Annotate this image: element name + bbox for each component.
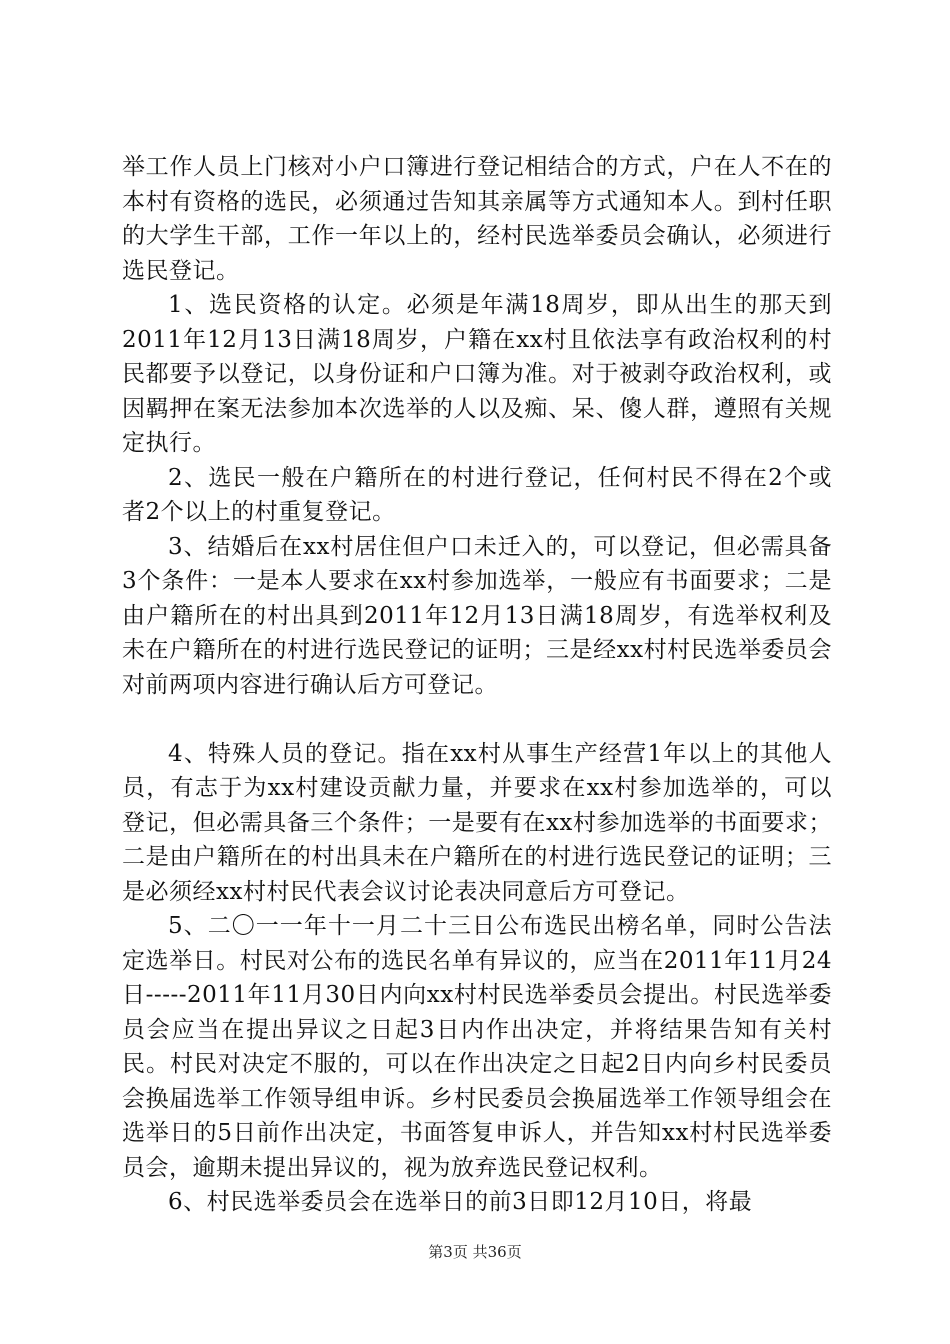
paragraph-item-2: 2、选民一般在户籍所在的村进行登记，任何村民不得在2个或者2个以上的村重复登记。 — [122, 464, 832, 525]
paragraph-item-5: 5、二〇一一年十一月二十三日公布选民出榜名单，同时公告法定选举日。村民对公布的选民名单有异议的，应当在2011年11月24日-----2011年11月30日内向xx村村民选举委员会提出。村民选举委员会应当在提出异议之日起3日内作出决定，并将结果告知有关村民。村民对决定不服的，可以在作出决定之日起2日内向乡村民委员会换届选举工作领导组申诉。乡村民委员会换届选举工作领导组会在选举日的5日前作出决定，书面答复申诉人，并告知xx村村民选举委员会，逾期未提出异议的，视为放弃选民登记权利。 — [122, 913, 832, 1181]
paragraph-item-6: 6、村民选举委员会在选举日的前3日即12月10日，将最 — [168, 1189, 753, 1215]
blank-line — [122, 702, 832, 737]
document-body — [122, 150, 832, 1220]
paragraph-continuation: 举工作人员上门核对小户口簿进行登记相结合的方式，户在人不在的本村有资格的选民，必须通过告知其亲属等方式通知本人。到村任职的大学生干部，工作一年以上的，经村民选举委员会确认，必须进行选民登记。 — [122, 154, 832, 284]
page-footer: 第3页 共36页 — [428, 1243, 522, 1261]
paragraph-item-4: 4、特殊人员的登记。指在xx村从事生产经营1年以上的其他人员，有志于为xx村建设贡献力量，并要求在xx村参加选举的，可以登记，但必需具备三个条件；一是要有在xx村参加选举的书面要求；二是由户籍所在的村出具未在户籍所在的村进行选民登记的证明；三是必须经xx村村民代表会议讨论表决同意后方可登记。 — [122, 740, 832, 905]
paragraph-item-1: 1、选民资格的认定。必须是年满18周岁，即从出生的那天到2011年12月13日满18周岁，户籍在xx村且依法享有政治权利的村民都要予以登记，以身份证和户口簿为准。对于被剥夺政治权利，或因羁押在案无法参加本次选举的人以及痴、呆、傻人群，遵照有关规定执行。 — [122, 292, 832, 456]
paragraph-item-3: 3、结婚后在xx村居住但户口未迁入的，可以登记，但必需具备3个条件：一是本人要求在xx村参加选举，一般应有书面要求；二是由户籍所在的村出具到2011年12月13日满18周岁，有选举权利及未在户籍所在的村进行选民登记的证明；三是经xx村村民选举委员会对前两项内容进行确认后方可登记。 — [122, 533, 832, 698]
